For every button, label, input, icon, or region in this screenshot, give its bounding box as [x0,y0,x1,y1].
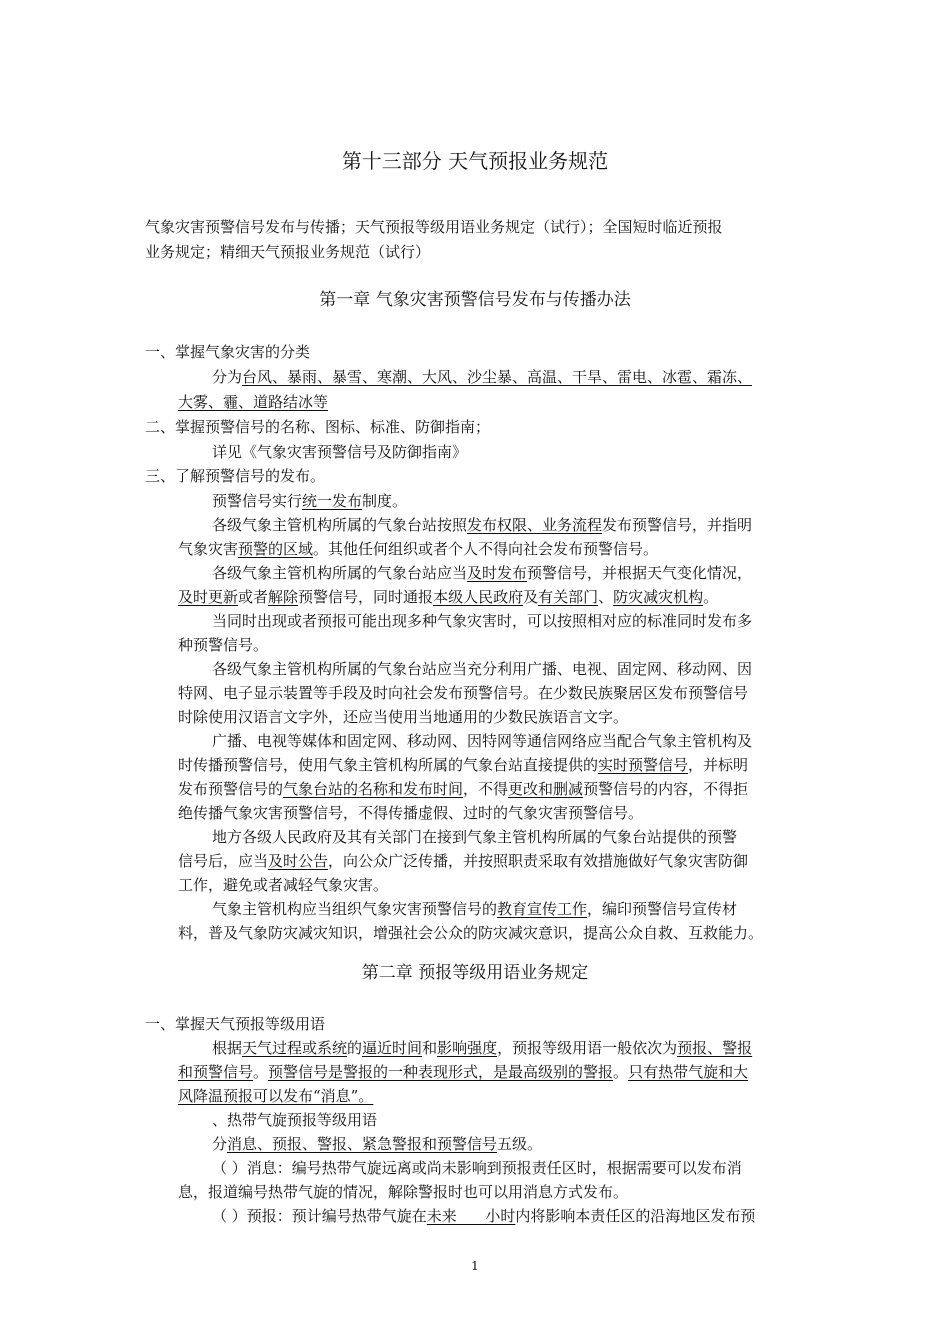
section-heading: 三、了解预警信号的发布。 [145,467,326,485]
text-line: 详见《气象灾害预警信号及防御指南》 [212,443,468,461]
text-line [212,898,737,920]
underlined-text: 台风、暴雨、暴雪、寒潮、大风、沙尘暴、高温、干旱、雷电、冰雹、霜冻、 [242,368,753,386]
underlined-text: 解除 [268,588,299,606]
underlined-text: 和预警信号 [178,1063,254,1081]
underlined-text: 逼近时间 [362,1039,423,1057]
text-run: 气象灾害 [178,540,239,558]
text-run: 气象主管机构应当组织气象灾害预警信号的 [212,900,498,918]
underlined-text: 影响强度 [437,1039,498,1057]
underlined-text: 本级人民政府 [433,588,524,606]
chapter-2-title: 第二章 预报等级用语业务规定 [361,963,589,983]
underlined-text: 气象台站的名称和发布时间 [283,780,464,798]
section-heading: 二、掌握预警信号的名称、图标、标准、防御指南； [145,418,491,436]
text-line [212,490,407,512]
text-run: 预警信号，并根据天气变化情况， [527,564,753,582]
text-line [178,1061,748,1083]
text-line [178,850,748,872]
page-number: 1 [471,1259,479,1273]
text-run: 分 [212,1135,228,1153]
text-run: 内将影响本责任区的沿海地区发布预 [515,1207,756,1225]
text-line: 工作，避免或者减轻气象灾害。 [178,876,389,894]
text-run: 信号后，应当 [178,852,269,870]
text-line: 绝传播气象灾害预警信号，不得传播虚假、过时的气象灾害预警信号。 [178,804,644,822]
underlined-text: 统一发布 [302,492,363,510]
text-line [178,754,748,776]
underlined-text: 更改和删减 [508,780,584,798]
text-run: ，预报等级用语一般依次为 [497,1039,678,1057]
text-line [178,586,718,608]
text-line: 种预警信号。 [178,636,269,654]
text-line [212,562,752,584]
text-run: 和 [422,1039,438,1057]
section-heading: 一、掌握天气预报等级用语 [145,1015,326,1033]
underlined-text: 及时更新 [178,588,239,606]
text-run: 各级气象主管机构所属的气象台站按照 [212,516,468,534]
text-run: 。 [703,588,719,606]
text-run: ，向公众广泛传播，并按照职责采取有效措施做好气象灾害防御 [328,852,749,870]
text-run: 发布预警信号的 [178,780,284,798]
text-run: 、 [598,588,614,606]
underlined-text: 及时公告 [268,852,329,870]
text-line [212,1205,755,1227]
text-run: 。 [253,1063,269,1081]
text-line: 地方各级人民政府及其有关部门在接到气象主管机构所属的气象台站提供的预警 [212,828,738,846]
underlined-text: 风降温预报可以发布“消息”。 [178,1087,374,1105]
text-line [212,1037,752,1059]
intro-line: 业务规定；精细天气预报业务规范（试行） [145,243,431,261]
text-line: 息，报道编号热带气旋的情况，解除警报时也可以用消息方式发布。 [178,1183,629,1201]
text-run: 预警信号的内容，不得拒 [583,780,749,798]
underlined-text: 预警的区域 [238,540,314,558]
text-line [178,538,658,560]
text-run: 时传播预警信号，使用气象主管机构所属的气象台站直接提供的 [178,756,599,774]
text-run: 或者 [238,588,269,606]
page-title: 第十三部分 天气预报业务规范 [341,149,609,173]
text-run: 各级气象主管机构所属的气象台站应当 [212,564,468,582]
text-line: 料，普及气象防灾减灾知识，增强社会公众的防灾减灾意识，提高公众自救、互救能力。 [178,924,764,942]
section-heading: 一、掌握气象灾害的分类 [145,343,311,361]
chapter-1-title: 第一章 气象灾害预警信号发布与传播办法 [319,290,631,310]
underlined-text: 及时发布 [467,564,528,582]
text-line: 特网、电子显示装置等手段及时向社会发布预警信号。在少数民族聚居区发布预警信号 [178,684,749,702]
text-run: 分为 [212,368,243,386]
underlined-text: 预警信号是警报的一种表现形式，是最高级别的警报 [268,1063,614,1081]
text-run: 的 [347,1039,363,1057]
intro-line: 气象灾害预警信号发布与传播；天气预报等级用语业务规定（试行）；全国短时临近预报 [145,218,723,236]
underlined-text: 实时预警信号 [598,756,689,774]
text-run: ，不得 [463,780,509,798]
text-run: ，编印预警信号宣传材 [587,900,738,918]
text-run: 发布预警信号，并指明 [602,516,753,534]
text-run: 及 [523,588,539,606]
text-run: 。其他任何组织或者个人不得向社会发布预警信号。 [313,540,659,558]
text-line: （ ）消息：编号热带气旋远离或尚未影响到预报责任区时，根据需要可以发布消 [212,1159,742,1177]
text-line [178,1085,373,1107]
subsection-heading: 、热带气旋预报等级用语 [212,1111,378,1129]
text-line [212,1133,542,1155]
underlined-text: 发布权限、业务流程 [467,516,603,534]
underlined-text: 大雾、霾、道路结冰等 [178,393,329,411]
text-run: 。 [613,1063,629,1081]
text-run: 五级。 [497,1135,543,1153]
text-line [212,366,752,388]
underlined-text: 防灾减灾机构 [613,588,704,606]
text-line: 当同时出现或者预报可能出现多种气象灾害时，可以按照相对应的标准同时发布多 [212,612,753,630]
underlined-text: 消息、预报、警报、紧急警报和预警信号 [227,1135,498,1153]
text-line: 时除使用汉语言文字外，还应当使用当地通用的少数民族语言文字。 [178,708,629,726]
text-run: 根据 [212,1039,243,1057]
text-run: 制度。 [362,492,408,510]
underlined-text: 天气过程或系统 [242,1039,348,1057]
text-line [178,778,748,800]
text-run: （ ）预报：预计编号热带气旋在 [212,1207,427,1225]
underlined-text: 教育宣传工作 [497,900,588,918]
text-run: 预警信号，同时通报 [298,588,434,606]
text-line: 广播、电视等媒体和固定网、移动网、因特网等通信网络应当配合气象主管机构及 [212,732,753,750]
underlined-text: 未来 小时 [426,1207,516,1225]
text-run: 预警信号实行 [212,492,303,510]
underlined-text: 只有热带气旋和大 [628,1063,749,1081]
underlined-text: 预报、警报 [677,1039,753,1057]
text-line [178,391,328,413]
text-line [212,514,752,536]
underlined-text: 有关部门 [538,588,599,606]
text-line: 各级气象主管机构所属的气象台站应当充分利用广播、电视、固定网、移动网、因 [212,660,753,678]
text-run: ，并标明 [688,756,749,774]
